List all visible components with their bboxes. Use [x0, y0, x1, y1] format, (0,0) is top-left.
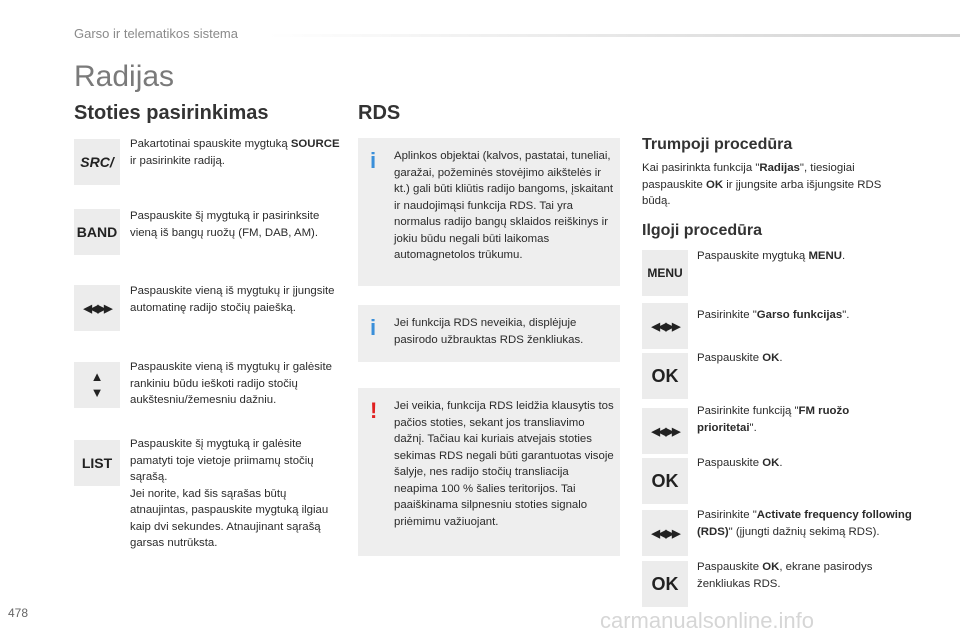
- down-arrow-icon: ▼: [90, 385, 104, 400]
- info-icon: i: [370, 315, 377, 340]
- seek-buttons-icon: ◀◀ ▶▶: [642, 408, 688, 454]
- band-button-icon: BAND: [74, 209, 120, 255]
- rds-warning-note: ! Jei veikia, funkcija RDS leidžia klausytis tos pačios stoties, sekant jos transliavimo dažnį. Tačiau kai kuriais atvejais stoties sekimas RDS negali būti garantuotas visoje šalyje, nes radijo stočių transliacija neapima 100 % šalies teritorijos. Tai paaiškinama silpnesniu stoties signalo priėmimu važiuojant.: [358, 388, 620, 556]
- ok-button-icon: OK: [642, 458, 688, 504]
- long-procedure-title: Ilgoji procedūra: [642, 222, 763, 239]
- rds-info-note-2: i Jei funkcija RDS neveikia, displėjuje pasirodo užbrauktas RDS ženkliukas.: [358, 305, 620, 362]
- watermark: carmanualsonline.info: [600, 608, 815, 633]
- section-title-rds: RDS: [358, 102, 401, 124]
- up-arrow-icon: ▲: [90, 369, 104, 384]
- item-source: Pakartotinai spauskite mygtuką SOURCE ir pasirinkite radiją.: [130, 138, 340, 167]
- item-band: Paspauskite šį mygtuką ir pasirinksite vieną iš bangų ruožų (FM, DAB, AM).: [130, 210, 320, 239]
- long-step-5: Paspauskite OK.: [697, 457, 783, 469]
- info-icon: i: [370, 148, 377, 173]
- long-step-3: Paspauskite OK.: [697, 352, 783, 364]
- long-step-4: Pasirinkite funkciją "FM ruožo prioritetai".: [697, 405, 850, 434]
- src-button-icon: SRC/: [74, 139, 120, 185]
- warning-icon: !: [370, 398, 378, 423]
- item-auto-search: Paspauskite vieną iš mygtukų ir įjungsite automatinę radijo stočių paiešką.: [130, 285, 335, 314]
- long-step-6: Pasirinkite "Activate frequency following (RDS)" (įjungti dažnių sekimą RDS).: [697, 509, 912, 538]
- short-procedure-text: Kai pasirinkta funkcija "Radijas", tiesiogiai paspauskite OK ir įjungsite arba išjungsite RDS būdą.: [642, 162, 882, 207]
- list-button-icon: LIST: [74, 440, 120, 486]
- up-down-buttons-icon: [74, 362, 120, 408]
- page-title: Radijas: [74, 60, 175, 93]
- section-title-station-selection: Stoties pasirinkimas: [74, 102, 269, 124]
- page-number: 478: [8, 606, 29, 620]
- item-manual-search: Paspauskite vieną iš mygtukų ir galėsite rankiniu būdu ieškoti radijo stočių aukštesniu/žemesniu dažniu.: [130, 361, 332, 406]
- ok-button-icon: OK: [642, 561, 688, 607]
- short-procedure-title: Trumpoji procedūra: [642, 136, 793, 153]
- long-step-1: Paspauskite mygtuką MENU.: [697, 250, 846, 262]
- ok-button-icon: OK: [642, 353, 688, 399]
- header-rule: [268, 34, 960, 37]
- seek-buttons-icon: ◀◀ ▶▶: [74, 285, 120, 331]
- seek-buttons-icon: ◀◀ ▶▶: [642, 303, 688, 349]
- menu-button-icon: MENU: [642, 250, 688, 296]
- rds-info-note-1: i Aplinkos objektai (kalvos, pastatai, tuneliai, garažai, požeminės stovėjimo aikštelės ir kt.) gali būti kliūtis radijo bangoms, įskaitant ir naudojimąsi funkcija RDS. Tai yra normalus radijo bangų sklaidos reiškinys ir jokiu būdu negali būti laikomas automagnetolos trūkumu.: [358, 138, 620, 286]
- item-list: Paspauskite šį mygtuką ir galėsite pamatyti toje vietoje priimamų stočių sąrašą. Jei norite, kad šis sąrašas būtų atnaujintas, paspauskite mygtuką ilgiau kaip dvi sekundes. Atnaujinant sąrašą garsas nutrūksta.: [130, 438, 329, 549]
- running-header: Garso ir telematikos sistema: [74, 26, 238, 41]
- long-step-7: Paspauskite OK, ekrane pasirodys ženkliukas RDS.: [697, 561, 873, 590]
- long-step-2: Pasirinkite "Garso funkcijas".: [697, 309, 850, 321]
- seek-buttons-icon: ◀◀ ▶▶: [642, 510, 688, 556]
